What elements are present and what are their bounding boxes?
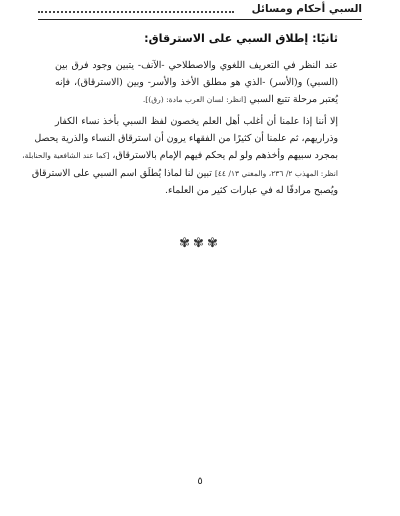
paragraph-line: [55, 91, 338, 108]
paragraph-usage: [22, 113, 338, 199]
paragraph-line: وذراريهم، ثم علمنا أن كثيرًا من الفقهاء يرون أن استرقاق النساء والذرية يحصل: [34, 133, 338, 145]
paragraph-text: تبين لنا لماذا يُطلَق اسم السبي على الاسترقاق: [31, 167, 212, 179]
paragraph-line: ويُصبح مرادفًا له في عبارات كثير من العلماء.: [165, 184, 338, 196]
paragraph-line: عند النظر في التعريف اللغوي والاصطلاحي -الآنف- يتبين وجود فرق بين: [55, 60, 338, 71]
paragraph-text: يُعتبر مرحلة تتبع السبي: [249, 94, 338, 106]
header-rule: [38, 19, 362, 20]
citation-reference: انظر: المهذب ٢/ ٢٣٦، والمغني ١٣/ ٤٤]: [214, 168, 338, 178]
paragraph-definition: [55, 57, 338, 109]
running-header: [38, 2, 362, 20]
paragraph-text: بمجرد سبيهم وأخذهم ولو لم يحكم فيهم الإمام بالاسترقاق،: [112, 150, 338, 162]
citation-reference: [انظر: لسان العرب مادة: (رق)].: [142, 95, 247, 105]
section-heading: ثانيًا: إطلاق السبي على الاسترقاق:: [144, 32, 338, 45]
paragraph-line: [22, 147, 338, 164]
page-number: ٥: [197, 476, 203, 487]
header-dotted-rule: [38, 11, 234, 13]
paragraph-line: [31, 165, 338, 182]
paragraph-line: (السبي) و(الأسر) -الذي هو مطلق الأخذ والأسر- وبين (الاسترقاق)، فإنه: [55, 77, 338, 89]
running-header-title: السبي أحكام ومسائل: [248, 2, 362, 16]
paragraph-line: إلا أننا إذا علمنا أن أغلب أهل العلم يخصون لفظ السبي بأخذ نساء الكفار: [55, 116, 338, 127]
citation-reference: [كما عند الشافعية والحنابلة،: [22, 151, 110, 161]
section-separator-stars: ✾✾✾: [179, 236, 221, 251]
